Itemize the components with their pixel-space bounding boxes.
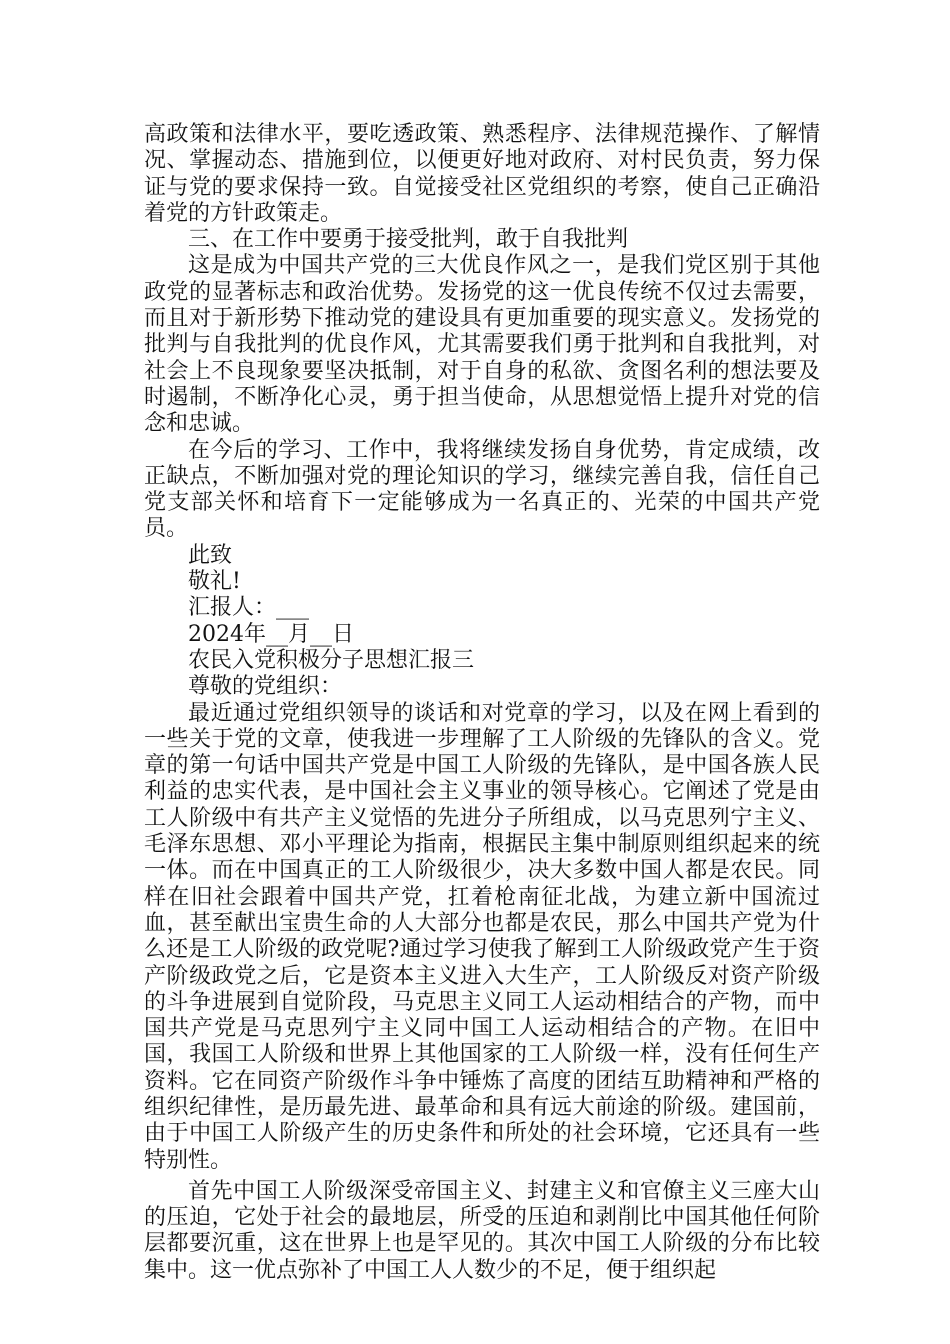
paragraph-party-constitution: 最近通过党组织领导的谈话和对党章的学习，以及在网上看到的一些关于党的文章，使我进一步理解了工人阶级的先锋队的含义。党章的第一句话中国共产党是中国工人阶级的先锋队，是中国各族人民利益的忠实代表，是中国社会主义事业的领导核心。它阐述了党是由工人阶级中有共产主义觉悟的先进分子所组成，以马克思列宁主义、毛泽东思想、邓小平理论为指南，根据民主集中制原则组织起来的统一体。而在中国真正的工人阶级很少，决大多数中国人都是农民。同样在旧社会跟着中国共产党，扛着枪南征北战，为建立新中国流过血，甚至献出宝贵生命的人大部分也都是农民，那么中国共产党为什么还是工人阶级的政党呢?通过学习使我了解到工人阶级政党产生于资产阶级政党之后，它是资本主义进入大生产，工人阶级反对资产阶级的斗争进展到自觉阶段，马克思主义同工人运动相结合的产物，而中国共产党是马克思列宁主义同中国工人运动相结合的产物。在旧中国，我国工人阶级和世界上其他国家的工人阶级一样，没有任何生产资料。它在同资产阶级作斗争中锤炼了高度的团结互助精神和严格的组织纪律性，是历最先进、最革命和具有远大前途的阶级。建国前，由于中国工人阶级产生的历史条件和所处的社会环境，它还具有一些特别性。 <box>144 700 820 1173</box>
reporter-line: 汇报人：___ <box>188 595 310 621</box>
paragraph-continuation: 高政策和法律水平，要吃透政策、熟悉程序、法律规范操作、了解情况、掌握动态、措施到位，以便更好地对政府、对村民负责，努力保证与党的要求保持一致。自觉接受社区党组织的考察，使自己正确沿着党的方针政策走。 <box>144 122 820 226</box>
paragraph-criticism: 这是成为中国共产党的三大优良作风之一，是我们党区别于其他政党的显著标志和政治优势。发扬党的这一优良传统不仅过去需要，而且对于新形势下推动党的建设具有更加重要的现实意义。发扬党的批判与自我批判的优良作风，尤其需要我们勇于批判和自我批判，对社会上不良现象要坚决抵制，对于自身的私欲、贪图名利的想法要及时遏制，不断净化心灵，勇于担当使命，从思想觉悟上提升对党的信念和忠诚。 <box>144 253 820 437</box>
section-heading-3: 三、在工作中要勇于接受批判，敢于自我批判 <box>188 227 629 253</box>
date-line: 2024年__月__日 <box>188 621 354 647</box>
greeting: 尊敬的党组织： <box>188 674 343 700</box>
closing-regards: 敬礼! <box>188 569 241 595</box>
document-page <box>144 122 820 1284</box>
paragraph-working-class: 首先中国工人阶级深受帝国主义、封建主义和官僚主义三座大山的压迫，它处于社会的最地层，所受的压迫和剥削比中国其他任何阶层都要沉重，这在世界上也是罕见的。其次中国工人阶级的分布比较集中。这一优点弥补了中国工人人数少的不足，便于组织起 <box>144 1178 820 1283</box>
closing-salutation: 此致 <box>188 542 233 568</box>
report-title: 农民入党积极分子思想汇报三 <box>188 647 475 673</box>
paragraph-future: 在今后的学习、工作中，我将继续发扬自身优势，肯定成绩，改正缺点，不断加强对党的理论知识的学习，继续完善自我，信任自己党支部关怀和培育下一定能够成为一名真正的、光荣的中国共产党员。 <box>144 437 820 542</box>
